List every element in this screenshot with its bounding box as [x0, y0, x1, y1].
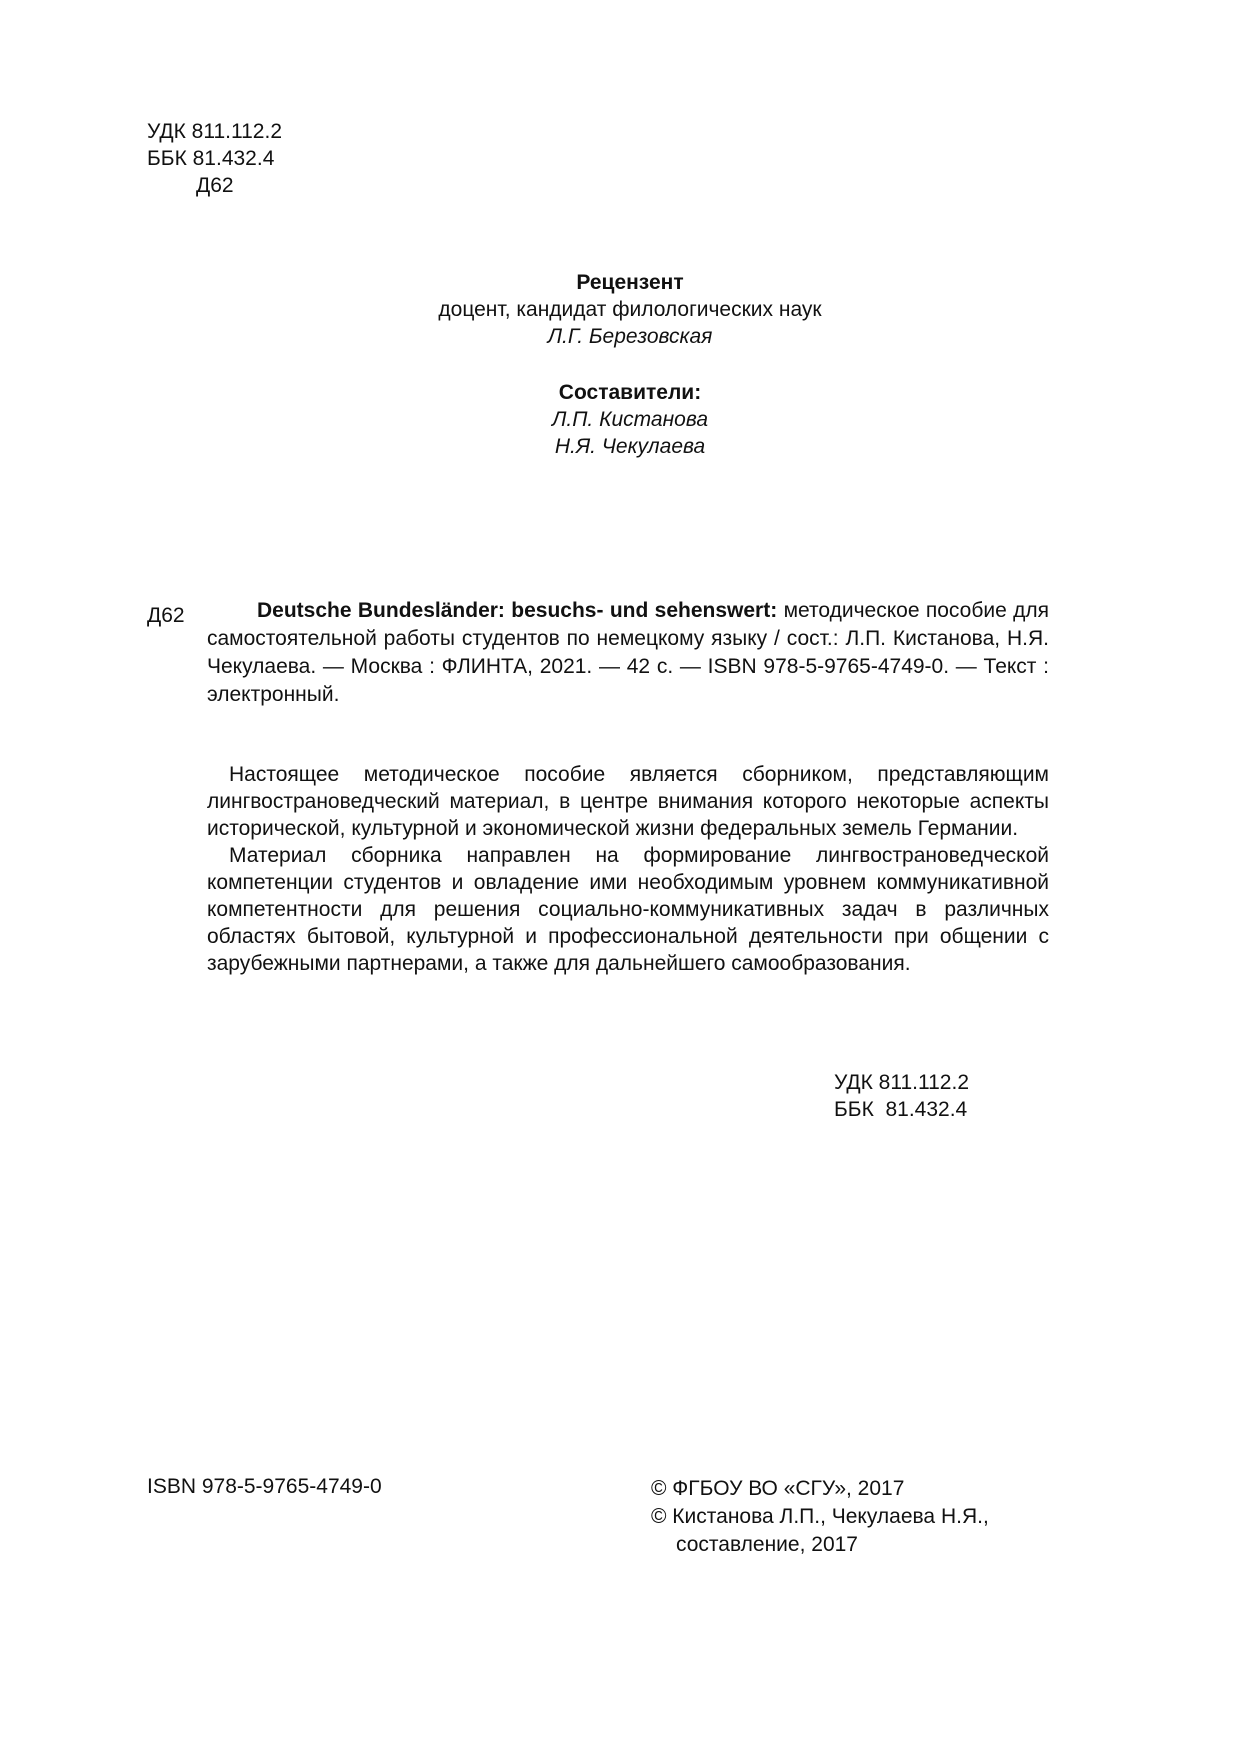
- copyright-block: [651, 1476, 989, 1560]
- bibliographic-entry: [207, 597, 1049, 709]
- author-mark: Д62: [196, 174, 234, 197]
- bbk-code: ББК 81.432.4: [834, 1098, 968, 1121]
- udk-code: УДК 811.112.2: [834, 1071, 969, 1094]
- reviewer-heading: Рецензент: [576, 271, 684, 294]
- copyright-publisher: © ФГБОУ ВО «СГУ», 2017: [651, 1477, 905, 1500]
- book-title: Deutsche Bundesländer: besuchs- und sehenswert:: [257, 599, 778, 622]
- copyright-authors: © Кистанова Л.П., Чекулаева Н.Я.,: [651, 1505, 989, 1528]
- reviewer-position: доцент, кандидат филологических наук: [438, 298, 822, 321]
- compilers-block: [300, 380, 960, 461]
- bbk-code: ББК 81.432.4: [147, 147, 275, 170]
- annotation: [207, 761, 1049, 977]
- annotation-paragraph: Настоящее методическое пособие является сборником, представляющим лингвострановедческий материал, в центре внимания которого некоторые аспекты исторической, культурной и экономической жизни федеральных земель Германии.: [207, 763, 1049, 840]
- compilers-heading: Составители:: [558, 381, 702, 404]
- bibliographic-author-mark: Д62: [147, 604, 185, 627]
- annotation-paragraph: Материал сборника направлен на формирование лингвострановедческой компетенции студентов и овладение ими необходимым уровнем коммуникативной компетентности для решения социально-коммуникативных задач в различных областях бытовой, культурной и профессиональной деятельности при общении с зарубежными партнерами, а также для дальнейшего самообразования.: [207, 844, 1049, 975]
- classification-index-top: [147, 119, 282, 200]
- classification-index-bottom: [834, 1070, 969, 1124]
- isbn: ISBN 978-5-9765-4749-0: [147, 1475, 382, 1498]
- reviewer-block: [300, 270, 960, 351]
- book-description: методическое пособие для самостоятельной работы студентов по немецкому языку / сост.: Л.П. Кистанова, Н.Я. Чекулаева. — Москва : ФЛИНТА, 2021. — 42 с. — ISBN 978-5-9765-4749-0. — Текст : электронный.: [207, 599, 1050, 706]
- reviewer-name: Л.Г. Березовская: [547, 325, 713, 348]
- compiler-name: Н.Я. Чекулаева: [554, 435, 706, 458]
- copyright-authors-note: составление, 2017: [676, 1533, 858, 1556]
- udk-code: УДК 811.112.2: [147, 120, 282, 143]
- compiler-name: Л.П. Кистанова: [551, 408, 709, 431]
